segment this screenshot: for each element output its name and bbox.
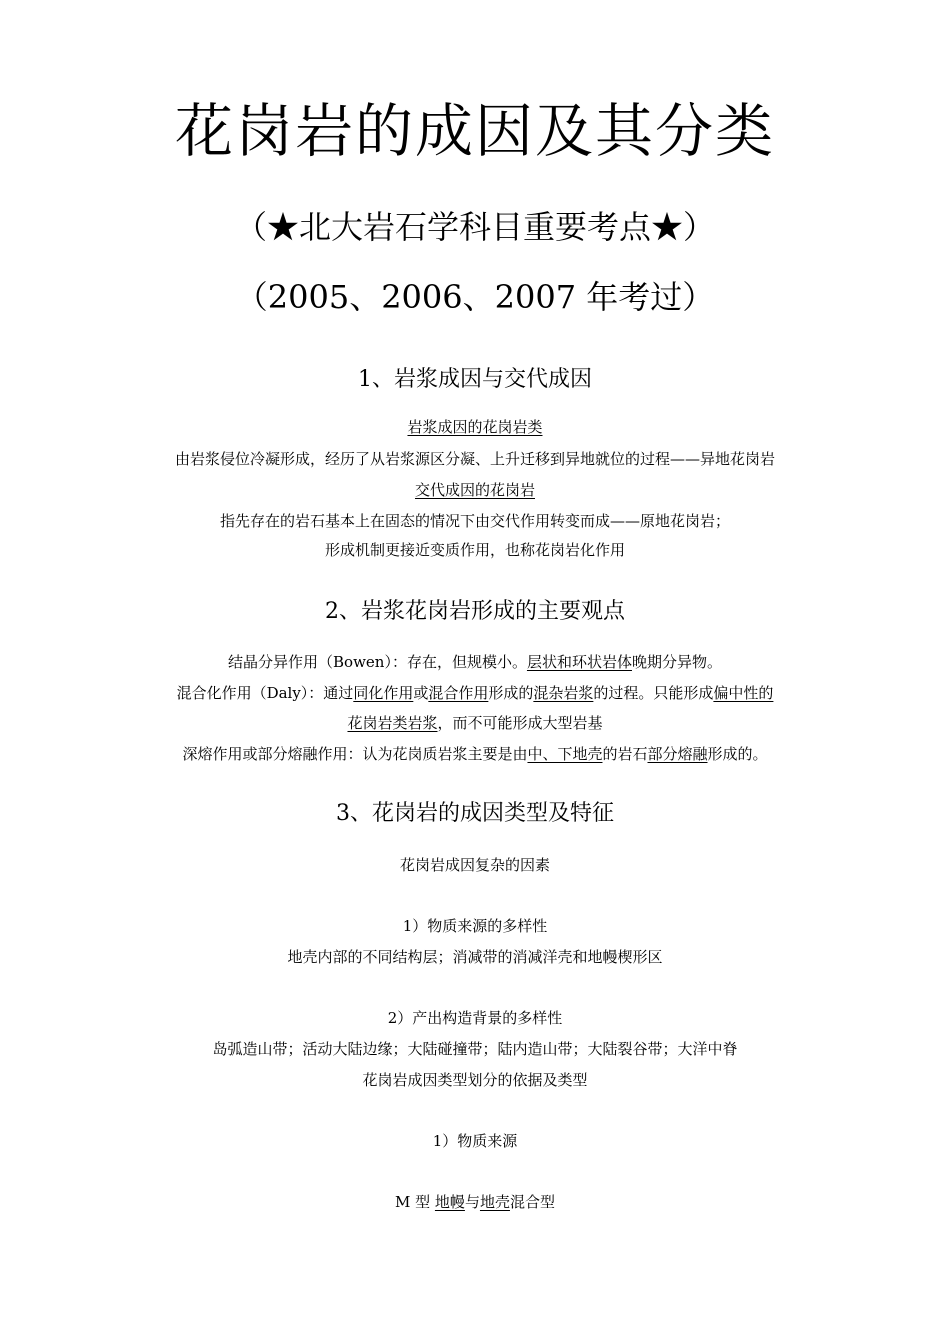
classification-basis: 花岗岩成因类型划分的依据及类型: [362, 1071, 588, 1089]
section1-heading: 1、岩浆成因与交代成因: [358, 367, 592, 392]
exam-years: （2005、2006、2007 年考过）: [235, 278, 715, 316]
item1-title: 1）物质来源的多样性: [402, 917, 548, 935]
metasomatic-label: [0, 479, 950, 500]
m-type-text-c: 混合型: [509, 1193, 555, 1211]
hybridization-paragraph-cont: [0, 712, 950, 733]
hybridization-paragraph: [0, 682, 950, 703]
exam-note: （★北大岩石学科目重要考点★）: [234, 208, 715, 246]
p2-underline-3: 混杂岩浆: [533, 684, 594, 702]
p2-underline-4: 偏中性的: [713, 684, 774, 702]
item2-desc: 岛弧造山带；活动大陆边缘；大陆碰撞带；陆内造山带；大陆裂谷带；大洋中脊: [212, 1040, 738, 1058]
p1-text-b: 晚期分异物。: [631, 653, 722, 671]
p1-text-a: 结晶分异作用（Bowen）：存在，但规模小。: [228, 653, 527, 671]
p2-underline-2: 混合作用: [428, 684, 489, 702]
metasomatic-label-text: 交代成因的花岗岩: [414, 481, 535, 499]
p3-text-a: 深熔作用或部分熔融作用：认为花岗质岩浆主要是由: [182, 745, 528, 763]
p3-text-c: 形成的。: [707, 745, 768, 763]
p2-underline-1: 同化作用: [353, 684, 414, 702]
p2-underline-5: 花岗岩类岩浆: [347, 714, 438, 732]
p2-text-a: 混合化作用（Daly）：通过: [176, 684, 354, 702]
metasomatic-desc: 指先存在的岩石基本上在固态的情况下由交代作用转变而成——原地花岗岩；: [219, 512, 730, 530]
m-type-underline-2: 地壳: [479, 1193, 510, 1211]
complex-factors: 花岗岩成因复杂的因素: [399, 856, 550, 874]
p2-text-c: 形成的: [488, 684, 534, 702]
m-type-underline-1: 地幔: [434, 1193, 465, 1211]
crystallization-paragraph: [0, 651, 950, 672]
magmatic-label: [0, 416, 950, 437]
page-title: 花岗岩的成因及其分类: [174, 97, 775, 165]
source-title: 1）物质来源: [432, 1132, 518, 1150]
section2-heading: 2、岩浆花岗岩形成的主要观点: [325, 599, 625, 624]
anatexis-paragraph: [0, 743, 950, 764]
p2-text-b: 或: [413, 684, 429, 702]
p3-text-b: 的岩石: [602, 745, 648, 763]
p2-text-d: 的过程。只能形成: [593, 684, 714, 702]
item2-title: 2）产出构造背景的多样性: [387, 1009, 563, 1027]
p3-underline-2: 部分熔融: [647, 745, 708, 763]
magmatic-desc: 由岩浆侵位冷凝形成，经历了从岩浆源区分凝、上升迁移到异地就位的过程——异地花岗岩: [174, 450, 775, 468]
p3-underline-1: 中、下地壳: [527, 745, 603, 763]
metasomatic-desc-2: 形成机制更接近变质作用，也称花岗岩化作用: [324, 541, 625, 559]
m-type-line: [0, 1191, 950, 1212]
section3-heading: 3、花岗岩的成因类型及特征: [336, 801, 614, 826]
m-type-text-a: M 型: [395, 1193, 435, 1211]
item1-desc: 地壳内部的不同结构层；消减带的消减洋壳和地幔楔形区: [287, 948, 663, 966]
m-type-text-b: 与: [464, 1193, 480, 1211]
magmatic-label-text: 岩浆成因的花岗岩类: [407, 418, 543, 436]
p1-underline: 层状和环状岩体: [526, 653, 632, 671]
p2-text-e: ，而不可能形成大型岩基: [437, 714, 603, 732]
